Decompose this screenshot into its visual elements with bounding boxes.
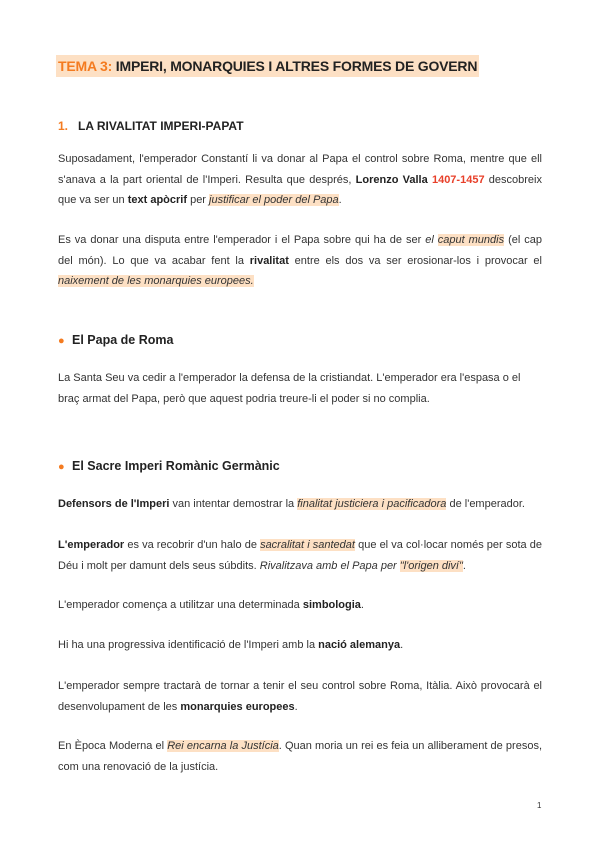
bold-run: text apòcrif <box>127 194 188 206</box>
text-run: . <box>360 599 364 611</box>
text-run: L'emperador comença a utilitzar una determinada <box>58 599 303 611</box>
text-run: La Santa Seu va cedir a l'emperador la defensa de la cristiandat. L'emperador era l'espasa o el braç armat del Papa, però que aquest podria treure-li el poder si no complia. <box>58 372 521 405</box>
highlight-run: naixement de les monarquies europees. <box>58 275 254 287</box>
page-title <box>56 55 479 77</box>
text-run: (el cap del món). Lo que va acabar fent la <box>58 234 542 267</box>
subheading-papa <box>58 333 173 347</box>
text-run: En Època Moderna el <box>58 740 168 752</box>
dates-run: 1407-1457 <box>431 173 485 186</box>
italic-run: el <box>425 234 438 246</box>
text-run: Hi ha una progressiva identificació de l'Imperi amb la <box>58 639 319 651</box>
paragraph-valla <box>58 149 542 211</box>
subheading-text: El Sacre Imperi Romànic Germànic <box>72 459 280 473</box>
text-run: L'emperador sempre tractarà de tornar a tenir el seu control sobre Roma, Itàlia. Això provocarà el desenvolupament de les <box>58 680 542 713</box>
paragraph-roma <box>58 676 542 717</box>
text-run: . <box>462 559 466 572</box>
highlight-run: justificar el poder del Papa <box>209 194 339 206</box>
paragraph-simbologia <box>58 595 542 616</box>
highlight-run: caput mundis <box>437 234 505 246</box>
bold-run: rivalitat <box>249 254 289 267</box>
text-run: . <box>294 700 298 713</box>
text-run: . <box>338 194 342 206</box>
text-run: de l'emperador. <box>446 498 525 510</box>
paragraph-disputa <box>58 230 542 292</box>
text-run: que el va col·locar només per sota de Déu i molt per damunt dels seus súbdits. <box>58 539 542 572</box>
highlight-run: finalitat justiciera i pacificadora <box>297 498 447 510</box>
page-number: 1 <box>537 801 542 810</box>
highlight-run: "l'origen diví" <box>399 559 463 572</box>
bold-run: Lorenzo Valla <box>355 173 428 186</box>
highlight-run: sacralitat i santedat <box>260 539 355 551</box>
text-run: Es va donar una disputa entre l'emperador i el Papa sobre qui ha de ser <box>58 234 426 246</box>
bullet-icon: ● <box>58 335 65 347</box>
bold-run: nació alemanya <box>318 639 401 651</box>
highlight-run: Rei encarna la Justícia <box>167 740 279 752</box>
subheading-sacre <box>58 459 280 473</box>
text-run: . <box>400 639 404 651</box>
paragraph-emperador <box>58 535 542 576</box>
bold-run: Defensors de l'Imperi <box>58 498 170 510</box>
text-run: es va recobrir d'un halo de <box>124 539 261 551</box>
text-run: Suposadament, l'emperador Constantí li va donar al Papa el control sobre Roma, mentre que ell s'anava a la part oriental de l'Imperi. Resulta que després, <box>58 153 542 186</box>
paragraph-papa <box>58 368 542 409</box>
text-run: per <box>187 194 210 206</box>
text-run: entre els dos va ser erosionar-los i provocar el <box>288 254 542 267</box>
paragraph-defensors <box>58 494 542 515</box>
paragraph-nacio <box>58 635 542 656</box>
bold-run: monarquies europees <box>180 700 295 713</box>
subheading-text: El Papa de Roma <box>72 333 174 347</box>
bold-run: simbologia <box>302 599 361 611</box>
title-text: IMPERI, MONARQUIES I ALTRES FORMES DE GOVERN <box>115 58 478 74</box>
bold-run: L'emperador <box>58 539 125 551</box>
text-run: van intentar demostrar la <box>169 498 298 510</box>
text-run: . Quan moria un rei es feia un alliberament de presos, com una renovació de la justícia. <box>58 740 542 773</box>
section-heading-text: LA RIVALITAT IMPERI-PAPAT <box>78 119 244 133</box>
bullet-icon: ● <box>58 461 65 473</box>
paragraph-justicia <box>58 736 542 777</box>
section-number: 1. <box>58 119 69 133</box>
italic-run: Rivalitzava amb el Papa per <box>259 559 400 572</box>
text-run: descobreix que va ser un <box>58 173 542 206</box>
title-number: TEMA 3: <box>58 58 113 74</box>
section-heading <box>58 119 244 133</box>
